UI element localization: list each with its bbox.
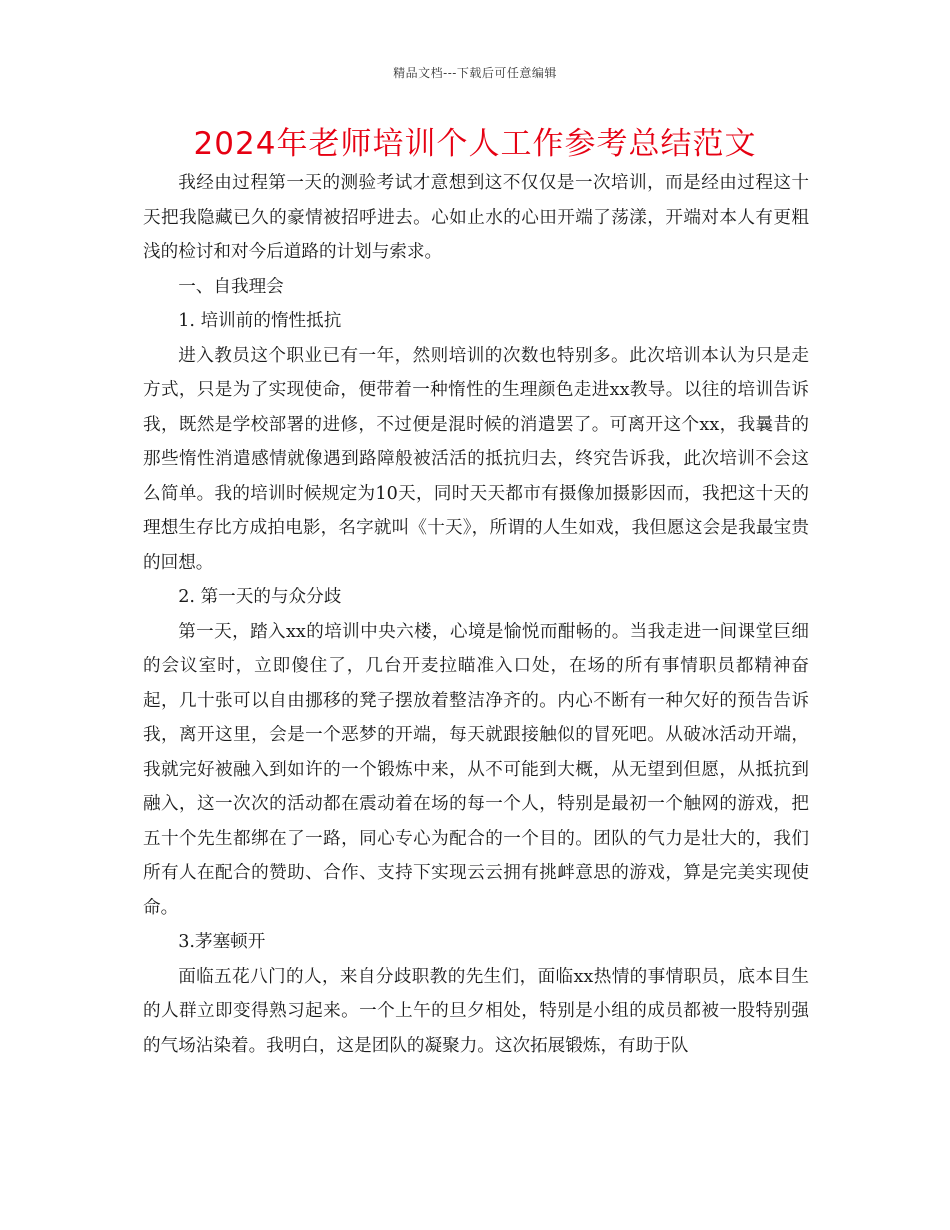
- subsection-heading-2: 2. 第一天的与众分歧: [178, 587, 342, 607]
- document-body: [143, 166, 809, 1063]
- section-heading-self-understanding: 一、自我理会: [178, 276, 284, 297]
- subsection-heading-1: 1. 培训前的惰性抵抗: [178, 311, 342, 331]
- paragraph-subsection-3: 面临五花八门的人，来自分歧职教的先生们，面临xx热情的事情职员，底本目生的人群立即变得熟习起来。一个上午的旦夕相处，特别是小组的成员都被一股特别强的气场沾染着。我明白，这是团队的凝聚力。这次拓展锻炼，有助于队: [143, 966, 809, 1056]
- paragraph-intro: 我经由过程第一天的测验考试才意想到这不仅仅是一次培训，而是经由过程这十天把我隐藏已久的豪情被招呼进去。心如止水的心田开端了荡漾，开端对本人有更粗浅的检讨和对今后道路的计划与索求。: [143, 173, 809, 262]
- subsection-heading-3: 3.茅塞顿开: [178, 932, 266, 952]
- paragraph-subsection-2: 第一天，踏入xx的培训中央六楼，心境是愉悦而酣畅的。当我走进一间课堂巨细的会议室时，立即傻住了，几台开麦拉瞄准入口处，在场的所有事情职员都精神奋起，几十张可以自由挪移的凳子摆放着整洁净齐的。内心不断有一种欠好的预告告诉我，离开这里，会是一个恶梦的开端，每天就跟接触似的冒死吧。从破冰活动开端，我就完好被融入到如许的一个锻炼中来，从不可能到大概，从无望到但愿，从抵抗到融入，这一次次的活动都在震动着在场的每一个人，特别是最初一个触网的游戏，把五十个先生都绑在了一路，同心专心为配合的一个目的。团队的气力是壮大的，我们所有人在配合的赞助、合作、支持下实现云云拥有挑衅意思的游戏，算是完美实现使命。: [143, 621, 809, 918]
- page-header: 精品文档---下载后可任意编辑: [393, 66, 557, 80]
- document-title: 2024年老师培训个人工作参考总结范文: [193, 126, 757, 162]
- paragraph-subsection-1: 进入教员这个职业已有一年，然则培训的次数也特别多。此次培训本认为只是走方式，只是为了实现使命，便带着一种惰性的生理颜色走进xx教导。以往的培训告诉我，既然是学校部署的进修，不过便是混时候的消遣罢了。可离开这个xx，我曩昔的那些惰性消遣感情就像遇到路障般被活活的抵抗归去，终究告诉我，此次培训不会这么简单。我的培训时候规定为10天，同时天天都市有摄像加摄影因而，我把这十天的理想生存比方成拍电影，名字就叫《十天》，所谓的人生如戏，我但愿这会是我最宝贵的回想。: [143, 345, 809, 573]
